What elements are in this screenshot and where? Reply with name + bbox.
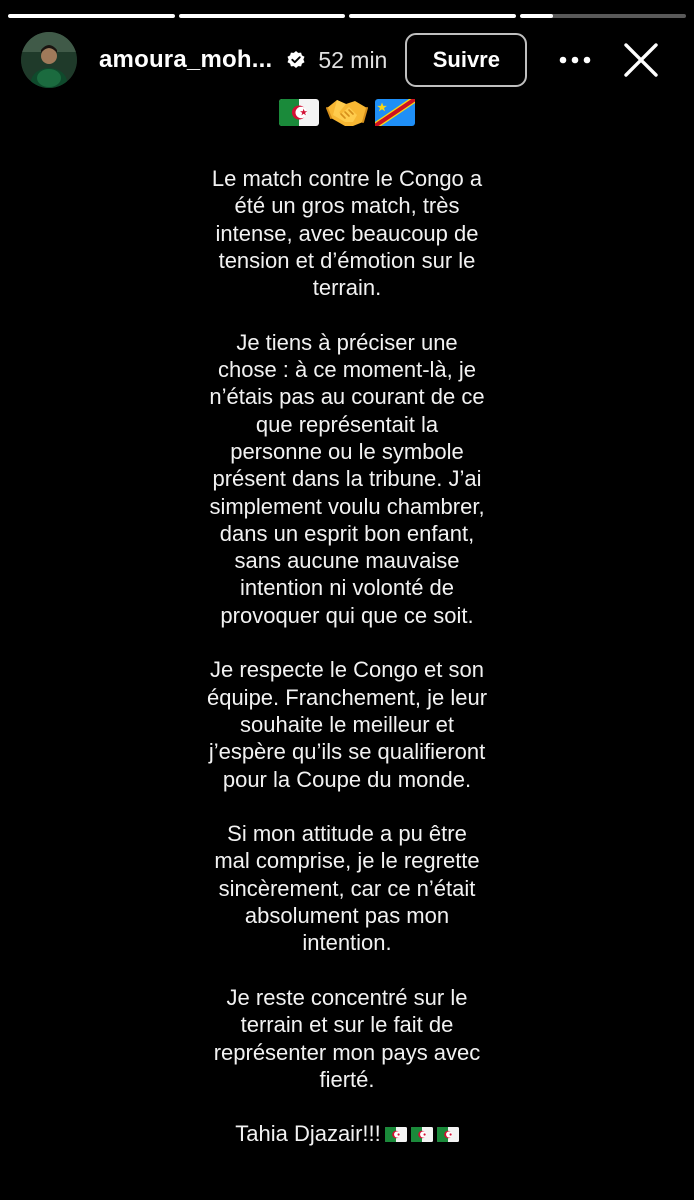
- text-line: Si mon attitude a pu être: [227, 821, 467, 847]
- text-line: équipe. Franchement, je leur: [206, 684, 488, 710]
- progress-segment: [349, 14, 516, 18]
- post-time: 52 min: [318, 46, 388, 73]
- text-line: intention ni volonté de: [239, 575, 455, 601]
- text-line: sincèrement, car ce n’était: [218, 875, 476, 901]
- text-line: tension et d’émotion sur le: [218, 247, 476, 273]
- text-line: Je tiens à préciser une: [236, 329, 458, 355]
- story-message: [160, 165, 534, 1148]
- signoff-text: Tahia Djazair!!!: [235, 1121, 381, 1147]
- text-line: terrain.: [312, 275, 382, 301]
- username[interactable]: amoura_moh...: [99, 46, 273, 73]
- text-line: Le match contre le Congo a: [211, 166, 483, 191]
- progress-segment: [179, 14, 346, 18]
- text-line: présent dans la tribune. J’ai: [212, 466, 482, 492]
- verified-badge-icon: [286, 50, 306, 70]
- paragraph: [160, 329, 534, 629]
- text-line: sans aucune mauvaise: [234, 548, 460, 574]
- avatar[interactable]: [21, 32, 77, 88]
- text-line: n’étais pas au courant de ce: [209, 384, 485, 410]
- algeria-flag-icon: [437, 1127, 459, 1142]
- text-line: représenter mon pays avec: [213, 1039, 481, 1065]
- progress-segment-fill: [349, 14, 516, 18]
- paragraph: [160, 820, 534, 956]
- text-line: absolument pas mon: [244, 903, 450, 929]
- dr-congo-flag-icon: [373, 92, 417, 132]
- paragraph: [160, 984, 534, 1093]
- text-line: mal comprise, je le regrette: [214, 848, 480, 874]
- more-options-icon[interactable]: [555, 40, 595, 80]
- algeria-flag-icon: [277, 92, 321, 132]
- text-line: simplement voulu chambrer,: [209, 493, 485, 519]
- avatar-image: [21, 32, 77, 88]
- progress-segment: [8, 14, 175, 18]
- text-line: intention.: [302, 930, 392, 956]
- text-line: dans un esprit bon enfant,: [219, 520, 475, 546]
- paragraph: [160, 165, 534, 301]
- handshake-icon: [325, 92, 369, 132]
- text-line: intense, avec beaucoup de: [215, 220, 479, 246]
- algeria-flag-icon: [385, 1127, 407, 1142]
- progress-segment: [520, 14, 687, 18]
- text-line: personne ou le symbole: [230, 438, 464, 464]
- text-line: provoquer qui que ce soit.: [220, 602, 474, 628]
- text-line: j’espère qu’ils se qualifieront: [208, 739, 486, 765]
- story-progress-bar: [8, 14, 686, 18]
- progress-segment-fill: [179, 14, 346, 18]
- text-line: été un gros match, très: [234, 193, 460, 219]
- algeria-flag-icon: [411, 1127, 433, 1142]
- text-line: chose : à ce moment-là, je: [217, 357, 476, 383]
- text-line: souhaite le meilleur et: [239, 711, 454, 737]
- progress-segment-fill: [520, 14, 553, 18]
- text-line: terrain et sur le fait de: [240, 1012, 454, 1038]
- emoji-row: [0, 92, 694, 132]
- close-icon[interactable]: [621, 40, 661, 80]
- signoff: [160, 1120, 534, 1147]
- paragraph: [160, 656, 534, 792]
- follow-button[interactable]: Suivre: [405, 33, 527, 87]
- text-line: que représentait la: [255, 411, 439, 437]
- story-header: [21, 32, 676, 88]
- text-line: Je reste concentré sur le: [226, 984, 468, 1010]
- text-line: fierté.: [319, 1066, 375, 1092]
- text-line: Je respecte le Congo et son: [210, 657, 484, 683]
- text-line: pour la Coupe du monde.: [222, 766, 472, 792]
- progress-segment-fill: [8, 14, 175, 18]
